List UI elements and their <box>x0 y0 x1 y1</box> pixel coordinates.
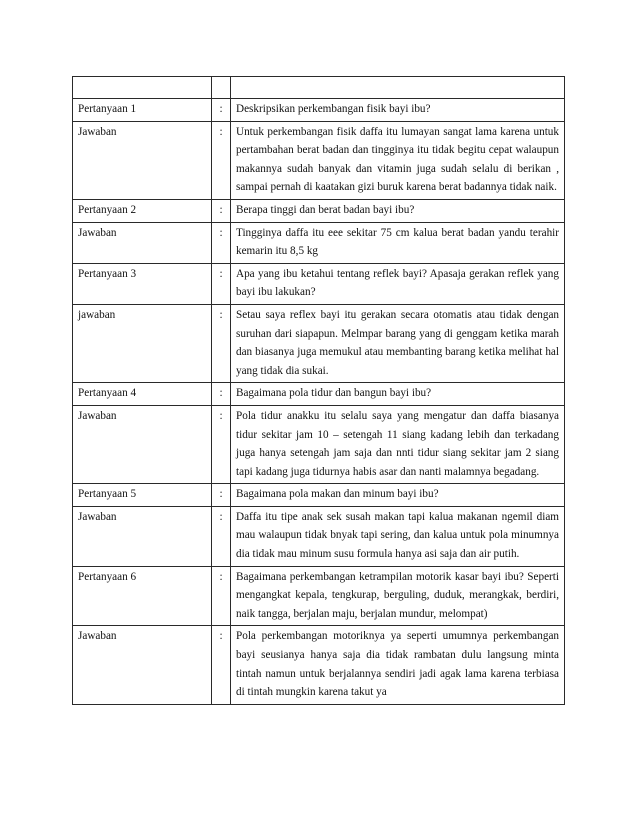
table-row <box>73 626 565 704</box>
row-text: Bagaimana perkembangan ketrampilan motorik kasar bayi ibu? Seperti mengangkat kepala, tengkurap, berguling, duduk, merangkak, berdiri, naik tangga, berjalan maju, berjalan mundur, melompat) <box>231 566 565 626</box>
row-separator: : <box>212 222 231 263</box>
table-row <box>73 99 565 122</box>
table-row <box>73 506 565 566</box>
row-label: Pertanyaan 4 <box>73 383 212 406</box>
row-text: Daffa itu tipe anak sek susah makan tapi kalua makanan ngemil diam mau walaupun tidak bnyak tapi sering, dan kalua untuk pola minumnya dia tidak mau minum susu formula hanya asi saja dan air putih. <box>231 506 565 566</box>
row-text: Apa yang ibu ketahui tentang reflek bayi? Apasaja gerakan reflek yang bayi ibu lakukan? <box>231 263 565 304</box>
table-row <box>73 405 565 483</box>
row-separator: : <box>212 405 231 483</box>
row-label: Pertanyaan 3 <box>73 263 212 304</box>
row-separator: : <box>212 383 231 406</box>
header-cell-text <box>231 77 565 99</box>
table-row <box>73 121 565 199</box>
table-row <box>73 199 565 222</box>
table-row <box>73 566 565 626</box>
row-separator: : <box>212 99 231 122</box>
interview-table-body <box>73 77 565 705</box>
row-label: jawaban <box>73 304 212 382</box>
row-label: Jawaban <box>73 626 212 704</box>
row-separator: : <box>212 566 231 626</box>
row-label: Jawaban <box>73 405 212 483</box>
row-separator: : <box>212 506 231 566</box>
row-separator: : <box>212 263 231 304</box>
row-text: Deskripsikan perkembangan fisik bayi ibu? <box>231 99 565 122</box>
interview-table <box>72 76 565 705</box>
table-row <box>73 383 565 406</box>
row-text: Untuk perkembangan fisik daffa itu lumayan sangat lama karena untuk pertambahan berat badan dan tingginya itu tidak begitu cepat walaupun makannya sudah banyak dan vitamin juga sudah selalu di berikan , sampai pernah di kaatakan gizi buruk karena berat badannya tidak naik. <box>231 121 565 199</box>
table-row <box>73 304 565 382</box>
table-header-row <box>73 77 565 99</box>
row-separator: : <box>212 121 231 199</box>
row-text: Setau saya reflex bayi itu gerakan secara otomatis atau tidak dengan suruhan dari siapapun. Melmpar barang yang di genggam ketika marah dan biasanya juga memukul atau membanting barang ketika melihat hal yang tidak dia sukai. <box>231 304 565 382</box>
row-label: Jawaban <box>73 222 212 263</box>
row-separator: : <box>212 304 231 382</box>
table-row <box>73 222 565 263</box>
row-label: Pertanyaan 5 <box>73 484 212 507</box>
row-label: Pertanyaan 1 <box>73 99 212 122</box>
row-text: Bagaimana pola makan dan minum bayi ibu? <box>231 484 565 507</box>
row-text: Pola perkembangan motoriknya ya seperti umumnya perkembangan bayi seusianya hanya saja dia tidak rambatan dulu langsung minta tintah namun untuk berjalannya sendiri jadi agak lama karena terbiasa di tintah mungkin karena takut ya <box>231 626 565 704</box>
row-label: Jawaban <box>73 121 212 199</box>
row-text: Bagaimana pola tidur dan bangun bayi ibu? <box>231 383 565 406</box>
row-separator: : <box>212 199 231 222</box>
table-row <box>73 484 565 507</box>
row-separator: : <box>212 626 231 704</box>
row-text: Tingginya daffa itu eee sekitar 75 cm kalua berat badan yandu terahir kemarin itu 8,5 kg <box>231 222 565 263</box>
table-row <box>73 263 565 304</box>
row-label: Pertanyaan 6 <box>73 566 212 626</box>
row-text: Pola tidur anakku itu selalu saya yang mengatur dan daffa biasanya tidur sekitar jam 10 – setengah 11 siang kadang lebih dan terkadang juga hanya setengah jam saja dan nnti tidur siang sekitar jam 2 siang tapi kadang juga tidurnya habis asar dan nanti malamnya begadang. <box>231 405 565 483</box>
row-separator: : <box>212 484 231 507</box>
row-label: Jawaban <box>73 506 212 566</box>
row-label: Pertanyaan 2 <box>73 199 212 222</box>
row-text: Berapa tinggi dan berat badan bayi ibu? <box>231 199 565 222</box>
header-cell-label <box>73 77 212 99</box>
header-cell-sep <box>212 77 231 99</box>
